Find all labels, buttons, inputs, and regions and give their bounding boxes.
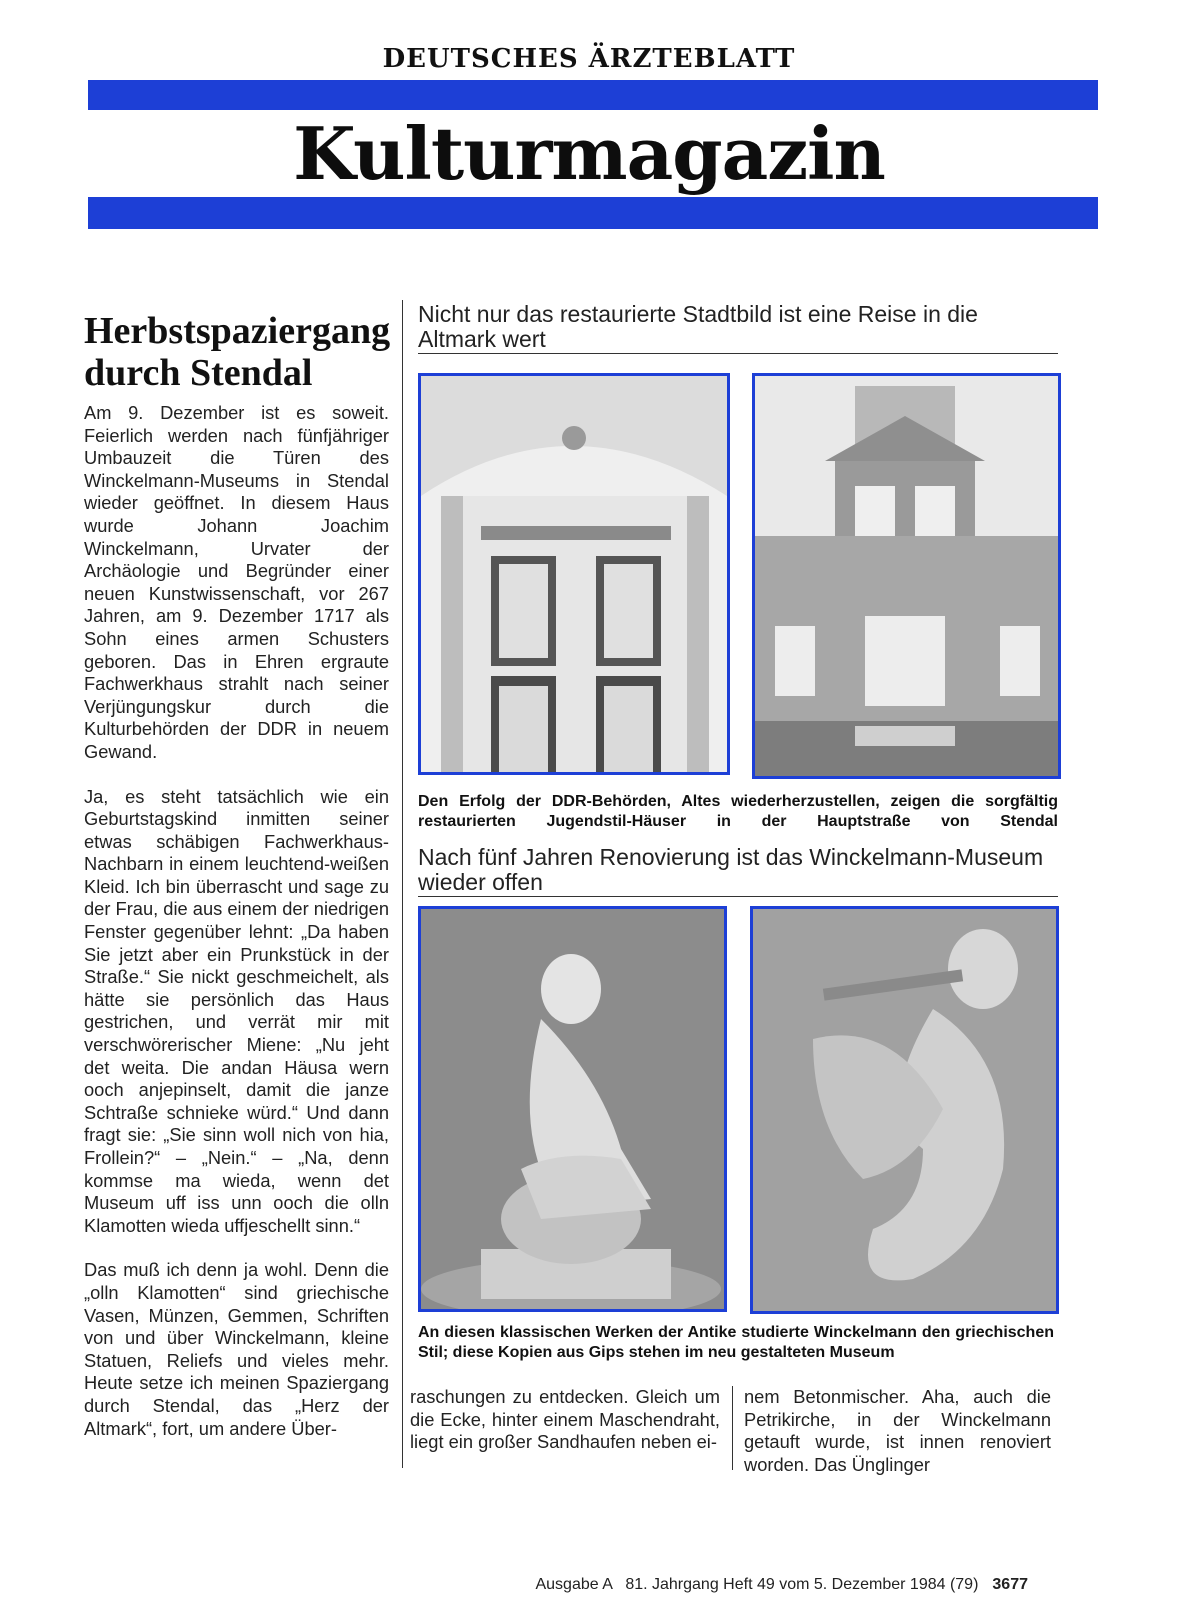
flute-player-relief-photo bbox=[750, 906, 1059, 1314]
masthead-bar-top bbox=[88, 80, 1098, 110]
article-paragraph-2: Ja, es steht tatsächlich wie ein Geburtstagskind inmitten seiner etwas schäbigen Fachwerkhaus-Nachbarn in einem leuchtend-weißen Kleid. Ich bin überrascht und sage zu der Frau, die aus einem der niedrigen Fenster gegenüber lehnt: „Da haben Sie jetzt aber ein Prunkstück in der Straße.“ Sie nickt geschmeichelt, als hätte sie persönlich das Haus gestrichen, und verrät mir mit verschwörerischer Miene: „Nu jeht det weita. Die andan Häusa wern ooch anjepinselt, damit die janze Schtraße schnieke würd.“ Und dann fragt sie: „Sie sinn woll nich von hia, Frollein?“ – „Nein.“ – „Na, denn kommse ma wieda, wenn det Museum uff iss unn ooch die olln Klamotten wieda uffjeschellt sinn.“ bbox=[84, 785, 389, 1236]
article-paragraph-3: Das muß ich denn ja wohl. Denn die „olln Klamotten“ sind griechische Vasen, Münzen, Gemmen, Schriften von und über Winckelmann, kleine Statuen, Reliefs und vieles mehr. Heute setze ich meinen Spaziergang durch Stendal, das „Herz der Altmark“, fort, um andere Über- bbox=[84, 1259, 389, 1439]
photo-subhead-2: Nach fünf Jahren Renovierung ist das Winckelmann-Museum wieder offen bbox=[418, 845, 1058, 897]
masthead-bar-bottom bbox=[88, 197, 1098, 229]
photo-caption-1: Den Erfolg der DDR-Behörden, Altes wiederherzustellen, zeigen die sorgfältig restaurierten Jugendstil-Häuser in der Hauptstraße von Stendal bbox=[418, 793, 1058, 830]
jugendstil-facade-photo bbox=[418, 373, 730, 775]
article-column-2: raschungen zu entdecken. Gleich um die Ecke, hinter einem Maschendraht, liegt ein großer Sandhaufen neben ei- bbox=[410, 1386, 720, 1453]
column-divider-2 bbox=[732, 1386, 733, 1470]
publication-name: DEUTSCHES ÄRZTEBLATT bbox=[382, 44, 796, 74]
photo-subhead-1: Nicht nur das restaurierte Stadtbild ist eine Reise in die Altmark wert bbox=[418, 302, 1058, 354]
article-paragraph-1: Am 9. Dezember ist es soweit. Feierlich werden nach fünfjähriger Umbauzeit die Türen des Winckelmann-Museums in Stendal wieder geöffnet. In diesem Haus wurde Johann Joachim Winckelmann, Urvater der Archäologie und Begründer einer neuen Kunstwissenschaft, vor 267 Jahren, am 9. Dezember 1717 als Sohn eines armen Schusters geboren. Das in Ehren ergraute Fachwerkhaus strahlt nach seiner Verjüngungskur durch die Kulturbehörden der DDR in neuem Gewand. bbox=[84, 402, 389, 762]
section-title: Kulturmagazin bbox=[293, 111, 885, 196]
column-divider bbox=[402, 300, 403, 1468]
article-headline: Herbstspaziergang durch Stendal bbox=[84, 310, 391, 394]
issue-info: Ausgabe A 81. Jahrgang Heft 49 vom 5. Dezember 1984 (79) bbox=[535, 1576, 979, 1593]
article-column-1 bbox=[84, 402, 389, 1440]
issue-footer bbox=[535, 1576, 1028, 1594]
corner-house-tower-photo bbox=[752, 373, 1061, 779]
page-number: 3677 bbox=[992, 1576, 1028, 1593]
photo-caption-2: An diesen klassischen Werken der Antike studierte Winckelmann den griechischen Stil; diese Kopien aus Gips stehen im neu gestalteten Museum bbox=[418, 1324, 1054, 1361]
article-column-3: nem Betonmischer. Aha, auch die Petrikirche, in der Winckelmann getauft wurde, ist innen renoviert worden. Das Ünglinger bbox=[744, 1386, 1051, 1475]
seated-youth-statue-photo bbox=[418, 906, 727, 1312]
